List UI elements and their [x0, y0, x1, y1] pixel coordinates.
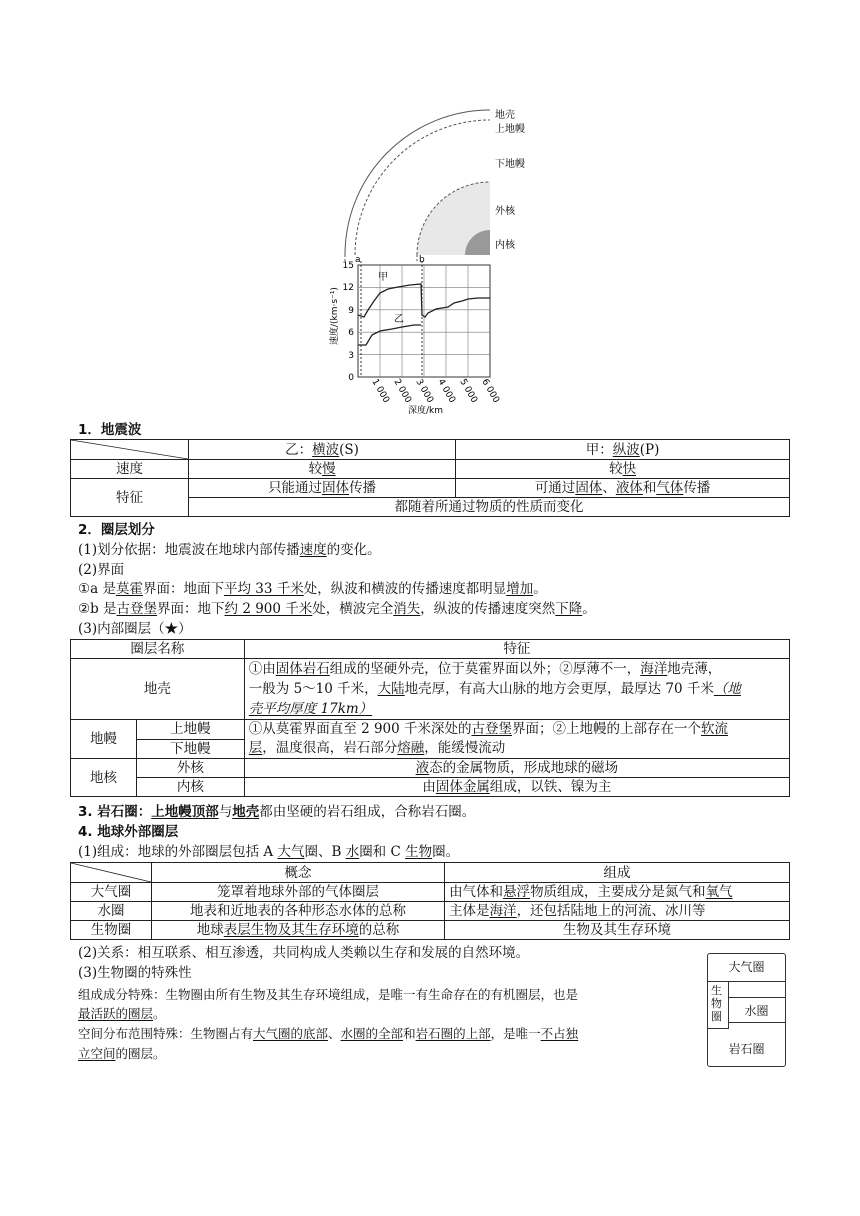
label-inner-core: 内核 — [495, 240, 515, 251]
outer-layer-table — [70, 862, 790, 940]
label-upper-mantle: 上地幔 — [495, 124, 525, 135]
y-tick: 9 — [348, 306, 354, 316]
section-4-title: 4. 地球外部圈层 — [78, 824, 179, 840]
crust-name: 地壳 — [71, 659, 245, 720]
diag-header-cell — [71, 440, 189, 460]
box-lithosphere-label: 岩石圈 — [728, 1042, 765, 1056]
box-biosphere-cell — [708, 981, 729, 1029]
header-s-wave: 乙：横波(S) — [189, 440, 456, 460]
section-2-title: 2．圈层划分 — [78, 522, 155, 538]
outer-core-name: 外核 — [136, 759, 244, 778]
y-tick: 3 — [348, 351, 354, 361]
diag-header-cell-2 — [71, 863, 152, 883]
box-atmosphere-label: 大气圈 — [728, 960, 765, 974]
label-b: b — [419, 255, 425, 265]
relation-line: (2)关系：相互联系、相互渗透，共同构成人类赖以生存和发展的自然环境。 — [78, 945, 530, 961]
y-tick: 15 — [342, 261, 354, 271]
section-1-title: 1．地震波 — [78, 422, 142, 438]
y-axis-label: 速度/(km·s⁻¹) — [330, 287, 340, 345]
mantle-name: 地幔 — [71, 720, 137, 759]
x-axis-label: 深度/km — [408, 406, 444, 416]
upper-mantle-name: 上地幔 — [136, 720, 244, 740]
header-p-wave: 甲：纵波(P) — [456, 440, 790, 460]
x-tick: 6 000 — [479, 377, 501, 405]
label-outer-core: 外核 — [495, 206, 515, 217]
atmosphere-concept: 笼罩着地球外部的气体圈层 — [152, 883, 445, 902]
inner-core-name: 内核 — [136, 778, 244, 797]
box-biosphere-label: 生物圈 — [711, 984, 722, 1023]
biosphere-composition: 生物及其生存环境 — [445, 921, 790, 940]
core-name: 地核 — [71, 759, 137, 797]
box-hydrosphere-label: 水圈 — [744, 1004, 769, 1018]
hydrosphere-concept: 地表和近地表的各种形态水体的总称 — [152, 902, 445, 921]
row-speed: 速度 — [71, 460, 189, 479]
header-concept: 概念 — [152, 863, 445, 883]
label-a: a — [355, 255, 361, 265]
earth-structure-figure — [325, 100, 555, 420]
crust-feature: ①由固体岩石组成的坚硬外壳，位于莫霍界面以外；②厚薄不一，海洋地壳薄， 一般为 5～10 千米，大陆地壳厚，有高大山脉的地方会更厚，最厚达 70 千米（地 壳平均厚度 17km） — [244, 659, 789, 720]
x-tick: 5 000 — [457, 377, 479, 405]
hydrosphere-name: 水圈 — [71, 902, 152, 921]
atmosphere-composition: 由气体和悬浮物质组成，主要成分是氮气和氧气 — [445, 883, 790, 902]
x-tick: 1 000 — [369, 377, 391, 405]
composition-special-line: 组成成分特殊：生物圈由所有生物及其生存环境组成，是唯一有生命存在的有机圈层，也是 — [78, 987, 579, 1002]
lower-mantle-name: 下地幔 — [136, 739, 244, 759]
biosphere-name: 生物圈 — [71, 921, 152, 940]
velocity-chart — [328, 261, 501, 416]
header-layer-name: 圈层名称 — [71, 640, 245, 659]
biosphere-special-heading: (3)生物圈的特殊性 — [78, 965, 192, 981]
y-tick: 6 — [348, 328, 354, 338]
mantle-feature: ①从莫霍界面直至 2 900 千米深处的古登堡界面；②上地幔的上部存在一个软流 层，温度很高，岩石部分熔融，能缓慢流动 — [244, 720, 789, 759]
gutenberg-line: ②b 是古登堡界面：地下约 2 900 千米处，横波完全消失，纵波的传播速度突然下降。 — [78, 601, 596, 617]
header-composition: 组成 — [445, 863, 790, 883]
atmosphere-name: 大气圈 — [71, 883, 152, 902]
x-tick: 4 000 — [435, 377, 457, 405]
x-tick: 2 000 — [391, 377, 413, 405]
outer-core-feature: 液态的金属物质，形成地球的磁场 — [244, 759, 789, 778]
earth-structure-svg — [325, 100, 555, 420]
p-speed: 较快 — [456, 460, 790, 479]
space-special-line-2: 立空间的圈层。 — [78, 1046, 166, 1061]
y-tick: 12 — [342, 283, 354, 293]
hydrosphere-composition: 主体是海洋，还包括陆地上的河流、冰川等 — [445, 902, 790, 921]
header-feature: 特征 — [244, 640, 789, 659]
label-crust: 地壳 — [495, 110, 515, 121]
x-tick: 3 000 — [413, 377, 435, 405]
moho-line: ①a 是莫霍界面：地面下平均 33 千米处，纵波和横波的传播速度都明显增加。 — [78, 581, 547, 597]
inner-core-feature: 由固体金属组成，以铁、镍为主 — [244, 778, 789, 797]
composition-line: (1)组成：地球的外部圈层包括 A 大气圈、B 水圈和 C 生物圈。 — [78, 844, 460, 860]
biosphere-concept: 地球表层生物及其生存环境的总称 — [152, 921, 445, 940]
label-jia: 甲 — [378, 272, 388, 283]
p-feature: 可通过固体、液体和气体传播 — [456, 479, 790, 498]
label-lower-mantle: 下地幔 — [495, 159, 525, 170]
box-hydrosphere-cell — [728, 997, 785, 1023]
y-tick: 0 — [348, 373, 354, 383]
composition-special-line-2: 最活跃的圈层。 — [78, 1006, 166, 1021]
basis-line: (1)划分依据：地震波在地球内部传播速度的变化。 — [78, 542, 381, 558]
section-3-line: 3. 岩石圈：上地幔顶部与地壳都由坚硬的岩石组成，合称岩石圈。 — [78, 804, 476, 820]
space-special-line: 空间分布范围特殊：生物圈占有大气圈的底部、水圈的全部和岩石圈的上部，是唯一不占独 — [78, 1026, 579, 1041]
sphere-diagram — [707, 953, 786, 1067]
s-speed: 较慢 — [189, 460, 456, 479]
label-yi: 乙 — [394, 314, 404, 325]
common-feature: 都随着所通过物质的性质而变化 — [189, 498, 790, 517]
s-feature: 只能通过固体传播 — [189, 479, 456, 498]
interface-heading: (2)界面 — [78, 562, 125, 578]
inner-layer-heading: (3)内部圈层（★） — [78, 621, 192, 637]
row-feature: 特征 — [71, 479, 189, 517]
inner-layer-table — [70, 639, 790, 797]
seismic-wave-table — [70, 439, 790, 517]
